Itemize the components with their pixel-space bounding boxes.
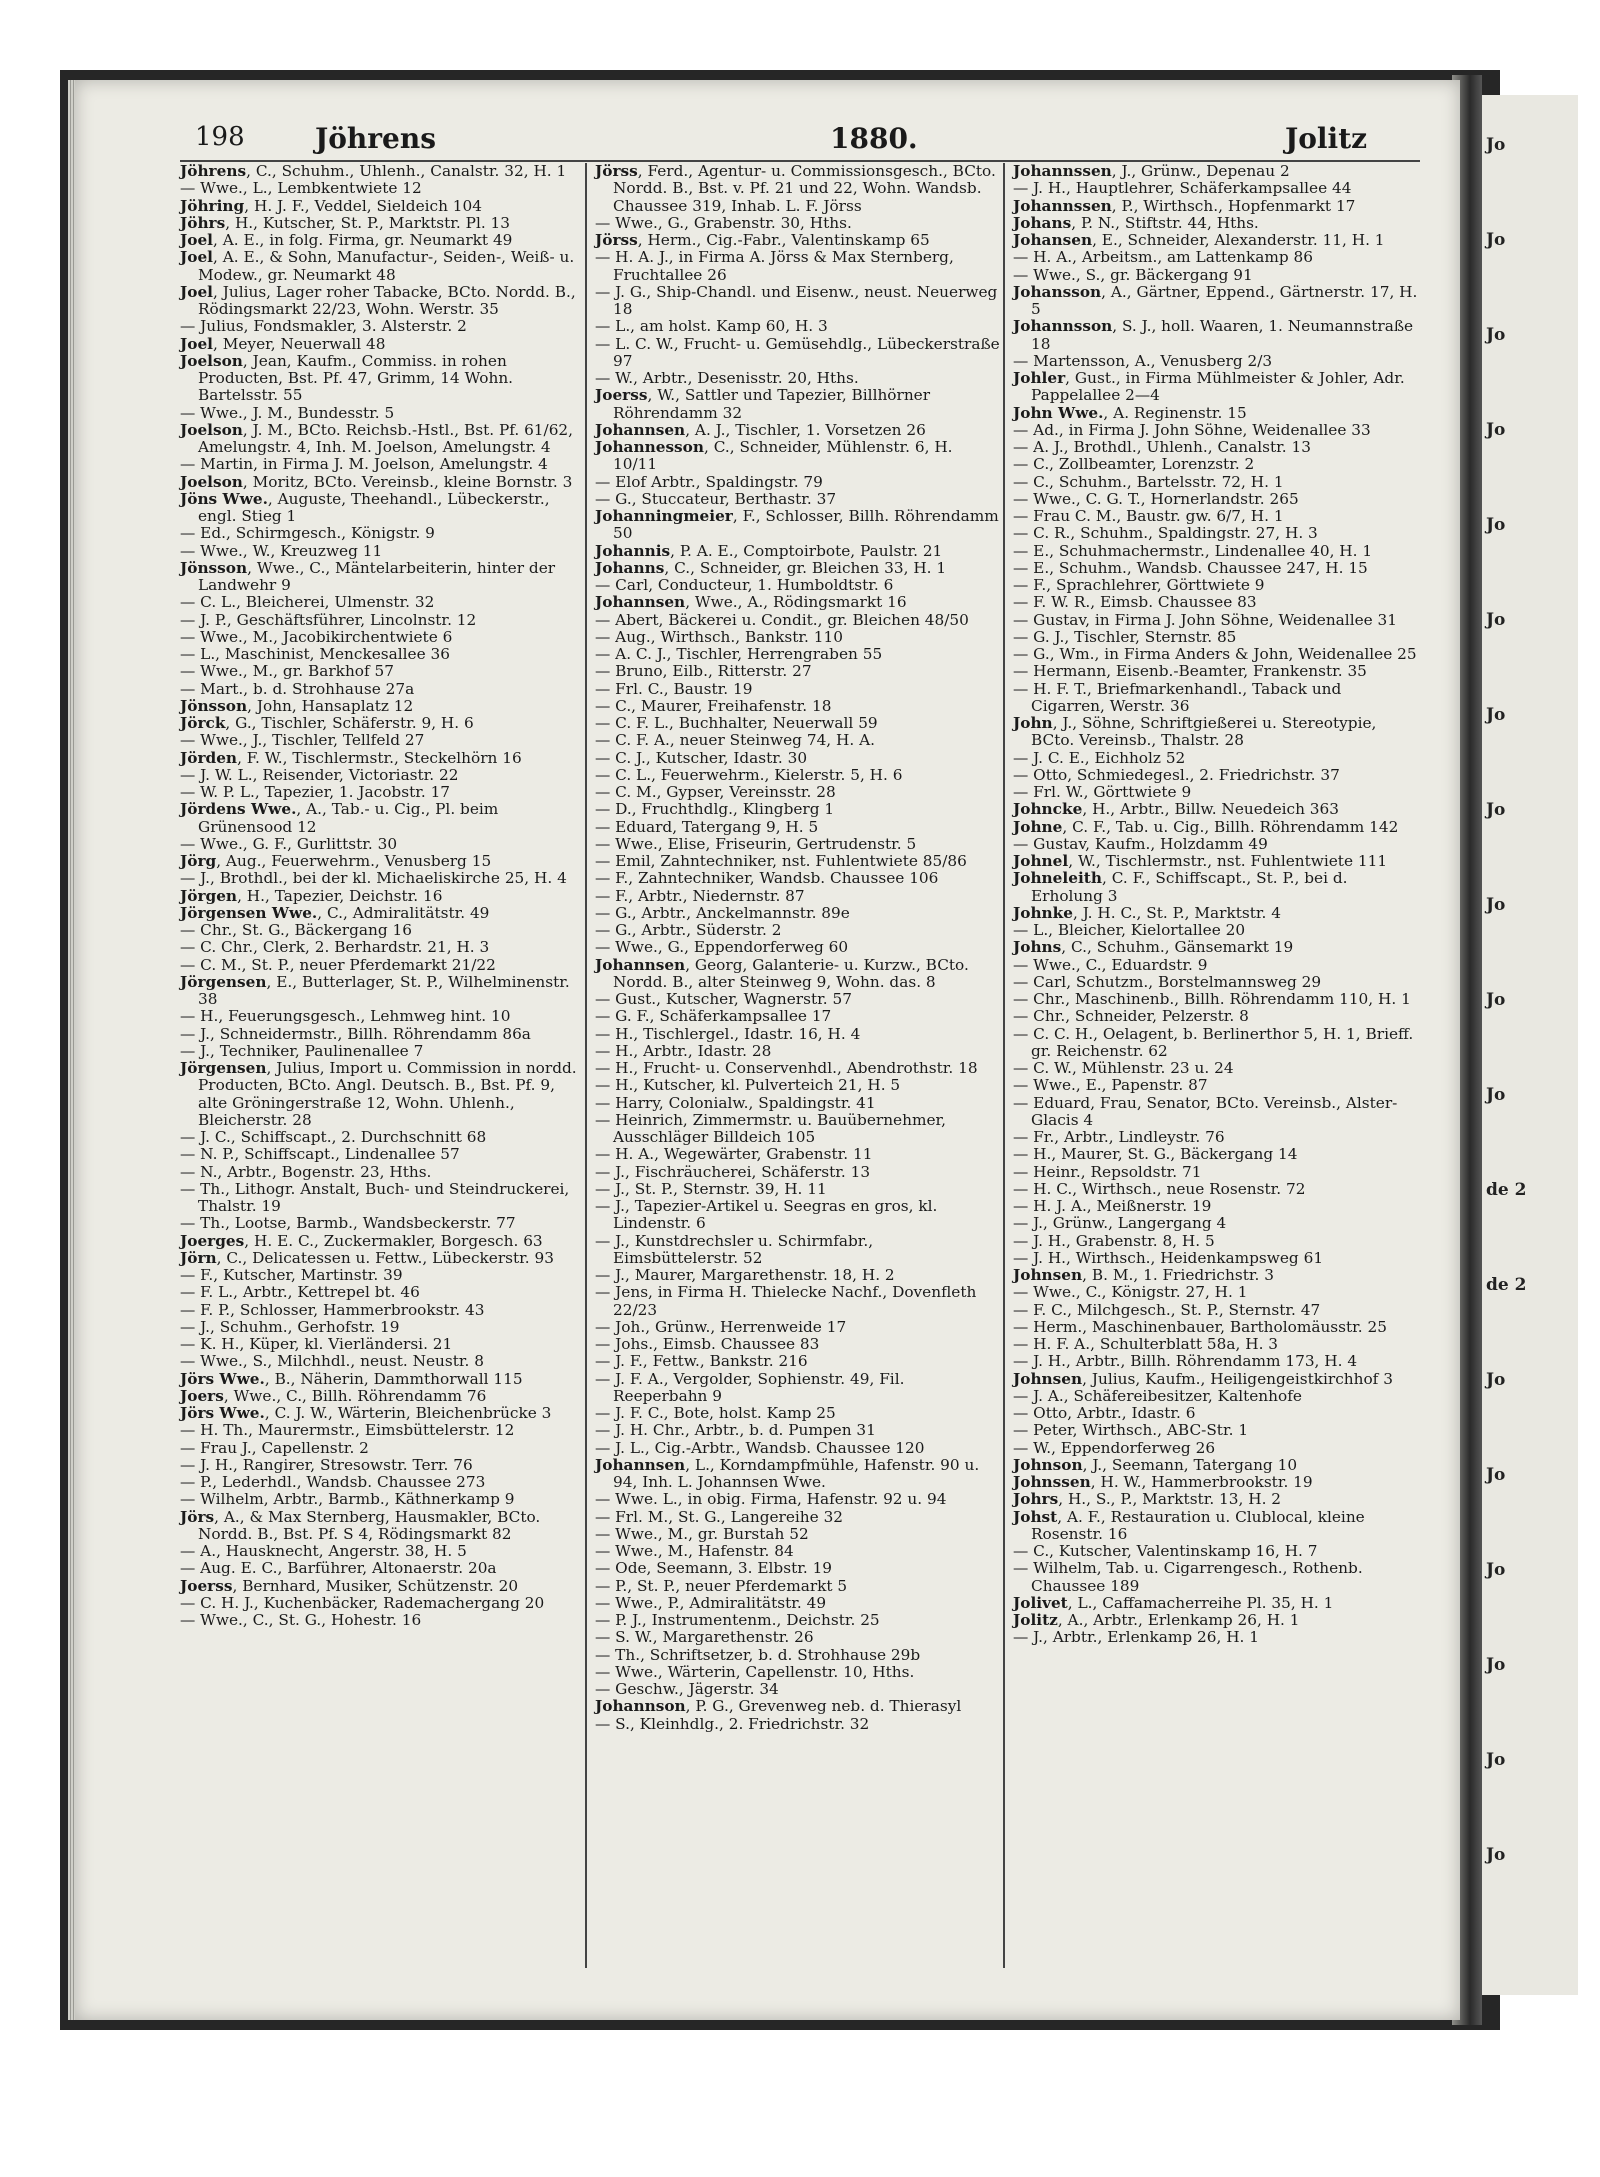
- facing-page-text: Jo: [1486, 800, 1506, 820]
- directory-entry: Johnson, J., Seemann, Tatergang 10: [1013, 1455, 1298, 1474]
- directory-entry: — Heinr., Repsoldstr. 71: [1013, 1162, 1202, 1181]
- directory-entry: — C. L., Bleicherei, Ulmenstr. 32: [180, 593, 435, 612]
- directory-entry: — Fr., Arbtr., Lindleystr. 76: [1013, 1128, 1225, 1146]
- facing-page-text: Jo: [1486, 1465, 1506, 1485]
- directory-entry: — Harry, Colonialw., Spaldingstr. 41: [595, 1093, 876, 1112]
- directory-entry: — L. C. W., Frucht- u. Gemüsehdlg., Lübeckerstraße 97: [595, 334, 1000, 370]
- directory-entry: Johannis, P. A. E., Comptoirbote, Paulstr. 21: [595, 541, 943, 560]
- directory-entry: — Chr., Maschinenb., Billh. Röhrendamm 110, H. 1: [1013, 990, 1411, 1008]
- column-divider: [1003, 163, 1005, 1968]
- directory-entry: Joers, Wwe., C., Billh. Röhrendamm 76: [180, 1386, 487, 1405]
- directory-entry: Johnsen, Julius, Kaufm., Heiligengeistkirchhof 3: [1013, 1369, 1393, 1388]
- directory-entry: Johansen, E., Schneider, Alexanderstr. 11, H. 1: [1013, 231, 1385, 249]
- directory-entry: — Wwe., W., Kreuzweg 11: [180, 541, 383, 560]
- directory-entry: — Gustav, Kaufm., Holzdamm 49: [1013, 834, 1268, 853]
- page-header: [195, 122, 1395, 162]
- directory-entry: — Ode, Seemann, 3. Elbstr. 19: [595, 1559, 833, 1578]
- directory-entry: — H., Frucht- u. Conservenhdl., Abendrothstr. 18: [595, 1059, 978, 1077]
- directory-entry: — Aug., Wirthsch., Bankstr. 110: [595, 627, 843, 646]
- directory-entry: — J. L., Cig.-Arbtr., Wandsb. Chaussee 120: [595, 1438, 925, 1457]
- directory-entry: Joerges, H. E. C., Zuckermakler, Borgesch. 63: [180, 1231, 543, 1250]
- directory-entry: — C. Chr., Clerk, 2. Berhardstr. 21, H. 3: [180, 938, 490, 957]
- directory-entry: — F., Zahntechniker, Wandsb. Chaussee 106: [595, 869, 939, 888]
- directory-entry: — H. A., Wegewärter, Grabenstr. 11: [595, 1145, 873, 1164]
- directory-entry: Johannsen, Wwe., A., Rödingsmarkt 16: [595, 593, 907, 612]
- directory-entry: Jörgen, H., Tapezier, Deichstr. 16: [180, 886, 443, 905]
- directory-entry: — E., Schuhm., Wandsb. Chaussee 247, H. 15: [1013, 558, 1368, 577]
- directory-entry: — Frl. W., Görttwiete 9: [1013, 783, 1192, 801]
- facing-page-text: Jo: [1486, 1845, 1506, 1865]
- directory-entry: — H. F. A., Schulterblatt 58a, H. 3: [1013, 1335, 1279, 1353]
- directory-entry: — G. F., Schäferkampsallee 17: [595, 1007, 832, 1026]
- directory-entry: Jöns Wwe., Auguste, Theehandl., Lübeckerstr., engl. Stieg 1: [180, 489, 550, 525]
- directory-entry: — C. M., St. P., neuer Pferdemarkt 21/22: [180, 955, 496, 974]
- directory-entry: — Wwe., S., Milchhdl., neust. Neustr. 8: [180, 1352, 484, 1371]
- directory-entry: — Wwe., M., Hafenstr. 84: [595, 1542, 794, 1560]
- facing-page-text: Jo: [1486, 420, 1506, 440]
- directory-entry: Jörgensen, E., Butterlager, St. P., Wilhelminenstr. 38: [180, 972, 570, 1008]
- directory-entry: Johansson, A., Gärtner, Eppend., Gärtnerstr. 17, H. 5: [1013, 282, 1418, 318]
- directory-entry: — W. P. L., Tapezier, 1. Jacobstr. 17: [180, 783, 451, 801]
- directory-entry: — Wwe., M., Jacobikirchentwiete 6: [180, 627, 453, 646]
- directory-entry: — C., Schuhm., Bartelsstr. 72, H. 1: [1013, 472, 1284, 491]
- directory-entry: — Otto, Arbtr., Idastr. 6: [1013, 1404, 1196, 1422]
- directory-entry: — C. R., Schuhm., Spaldingstr. 27, H. 3: [1013, 524, 1318, 543]
- directory-entry: John Wwe., A. Reginenstr. 15: [1013, 403, 1247, 422]
- directory-entry: Johncke, H., Arbtr., Billw. Neuedeich 363: [1013, 800, 1339, 819]
- directory-entry: — Frau C. M., Baustr. gw. 6/7, H. 1: [1013, 507, 1284, 525]
- directory-entry: — Mart., b. d. Strohhause 27a: [180, 679, 415, 698]
- directory-entry: John, J., Söhne, Schriftgießerei u. Stereotypie, BCto. Vereinsb., Thalstr. 28: [1013, 714, 1377, 750]
- directory-entry: — C., Maurer, Freihafenstr. 18: [595, 696, 832, 715]
- directory-entry: — J. H., Rangirer, Stresowstr. Terr. 76: [180, 1455, 473, 1474]
- directory-entry: Johnsen, B. M., 1. Friedrichstr. 3: [1013, 1266, 1274, 1284]
- directory-entry: Jolivet, L., Caffamacherreihe Pl. 35, H. 1: [1013, 1593, 1334, 1612]
- directory-entry: Johannssen, J., Grünw., Depenau 2: [1013, 162, 1290, 180]
- directory-entry: — J. H., Wirthsch., Heidenkampsweg 61: [1013, 1248, 1324, 1267]
- directory-entry: — Bruno, Eilb., Ritterstr. 27: [595, 662, 812, 681]
- directory-entry: — J., Schneidermstr., Billh. Röhrendamm 86a: [180, 1024, 531, 1043]
- directory-entry: — C. C. H., Oelagent, b. Berlinerthor 5, H. 1, Brieff. gr. Reichenstr. 62: [1013, 1024, 1414, 1060]
- directory-entry: — J. H., Grabenstr. 8, H. 5: [1013, 1231, 1215, 1250]
- directory-entry: Joel, A. E., & Sohn, Manufactur-, Seiden-, Weiß- u. Modew., gr. Neumarkt 48: [180, 248, 575, 284]
- directory-entry: — Hermann, Eisenb.-Beamter, Frankenstr. 35: [1013, 662, 1367, 681]
- directory-entry: — Wwe., G., Grabenstr. 30, Hths.: [595, 213, 852, 232]
- directory-entry: — J. P., Geschäftsführer, Lincolnstr. 12: [180, 610, 477, 629]
- directory-entry: — G. J., Tischler, Sternstr. 85: [1013, 627, 1237, 646]
- directory-entry: — J. H., Hauptlehrer, Schäferkampsallee 44: [1013, 179, 1352, 198]
- directory-entry: — Julius, Fondsmakler, 3. Alsterstr. 2: [180, 317, 467, 336]
- facing-page-text: Jo: [1486, 1560, 1506, 1580]
- facing-page-fragment: [1478, 95, 1578, 1995]
- directory-entry: — Wwe., Elise, Friseurin, Gertrudenstr. 5: [595, 834, 917, 853]
- directory-entry: — J. F. A., Vergolder, Sophienstr. 49, Fil. Reeperbahn 9: [595, 1369, 905, 1405]
- directory-entry: — Carl, Conducteur, 1. Humboldtstr. 6: [595, 576, 894, 594]
- directory-entry: — P. J., Instrumentenm., Deichstr. 25: [595, 1611, 880, 1629]
- directory-entry: — F. L., Arbtr., Kettrepel bt. 46: [180, 1283, 420, 1302]
- directory-entry: Johannesson, C., Schneider, Mühlenstr. 6, H. 10/11: [595, 438, 953, 474]
- directory-entry: — Th., Lootse, Barmb., Wandsbeckerstr. 77: [180, 1214, 516, 1233]
- directory-entry: — Wwe., S., gr. Bäckergang 91: [1013, 265, 1253, 284]
- directory-entry: — J., Fischräucherei, Schäferstr. 13: [595, 1162, 871, 1181]
- facing-page-text: Jo: [1486, 1085, 1506, 1105]
- directory-entry: — Eduard, Tatergang 9, H. 5: [595, 817, 819, 836]
- directory-entry: Jöhrens, C., Schuhm., Uhlenh., Canalstr. 32, H. 1: [180, 162, 567, 180]
- directory-entry: Johannsson, S. J., holl. Waaren, 1. Neumannstraße 18: [1013, 317, 1414, 353]
- directory-entry: Jönsson, John, Hansaplatz 12: [180, 696, 414, 715]
- directory-entry: — Ed., Schirmgesch., Königstr. 9: [180, 524, 435, 543]
- directory-entry: — F. W. R., Eimsb. Chaussee 83: [1013, 593, 1257, 612]
- directory-entry: Jörs, A., & Max Sternberg, Hausmakler, BCto. Nordd. B., Bst. Pf. S 4, Rödingsmarkt 82: [180, 1507, 541, 1543]
- column-divider: [585, 163, 587, 1968]
- directory-entry: — C., Kutscher, Valentinskamp 16, H. 7: [1013, 1542, 1318, 1560]
- directory-entry: — C. M., Gypser, Vereinsstr. 28: [595, 783, 836, 801]
- directory-entry: — F., Arbtr., Niedernstr. 87: [595, 886, 805, 905]
- directory-entry: — J. H., Arbtr., Billh. Röhrendamm 173, H. 4: [1013, 1352, 1358, 1371]
- directory-entry: — L., am holst. Kamp 60, H. 3: [595, 317, 828, 336]
- directory-entry: Johne, C. F., Tab. u. Cig., Billh. Röhrendamm 142: [1013, 817, 1399, 836]
- directory-entry: — J. C. E., Eichholz 52: [1013, 748, 1186, 767]
- directory-entry: — L., Bleicher, Kielortallee 20: [1013, 921, 1246, 939]
- directory-entry: — Heinrich, Zimmermstr. u. Bauübernehmer, Ausschläger Billdeich 105: [595, 1110, 947, 1146]
- directory-entry: — Wwe., Wärterin, Capellenstr. 10, Hths.: [595, 1662, 915, 1681]
- directory-entry: — S., Kleinhdlg., 2. Friedrichstr. 32: [595, 1714, 870, 1733]
- directory-entry: Jöhring, H. J. F., Veddel, Sieldeich 104: [180, 196, 483, 215]
- directory-entry: — A. J., Brothdl., Uhlenh., Canalstr. 13: [1013, 438, 1311, 456]
- directory-entry: — Wwe., G. F., Gurlittstr. 30: [180, 834, 398, 853]
- directory-entry: — P., St. P., neuer Pferdemarkt 5: [595, 1576, 848, 1595]
- directory-entry: — J., Grünw., Langergang 4: [1013, 1214, 1227, 1233]
- directory-entry: — G., Wm., in Firma Anders & John, Weidenallee 25: [1013, 645, 1417, 663]
- directory-entry: Jolitz, A., Arbtr., Erlenkamp 26, H. 1: [1013, 1611, 1300, 1629]
- directory-entry: — E., Schuhmachermstr., Lindenallee 40, H. 1: [1013, 541, 1373, 560]
- directory-entry: Johanns, C., Schneider, gr. Bleichen 33, H. 1: [595, 558, 947, 577]
- directory-entry: Johns, C., Schuhm., Gänsemarkt 19: [1013, 938, 1294, 957]
- directory-entry: Jörn, C., Delicatessen u. Fettw., Lübeckerstr. 93: [180, 1248, 554, 1267]
- directory-entry: — Wwe., M., gr. Barkhof 57: [180, 662, 395, 681]
- directory-entry: — C., Zollbeamter, Lorenzstr. 2: [1013, 455, 1255, 474]
- directory-entry: Jörg, Aug., Feuerwehrm., Venusberg 15: [180, 852, 492, 870]
- directory-entry: — H., Feuerungsgesch., Lehmweg hint. 10: [180, 1007, 511, 1026]
- directory-entry: Johler, Gust., in Firma Mühlmeister & Johler, Adr. Pappelallee 2—4: [1013, 369, 1405, 405]
- directory-entry: — J., St. P., Sternstr. 39, H. 11: [595, 1179, 827, 1198]
- directory-entry: — Wwe., C., St. G., Hohestr. 16: [180, 1611, 422, 1629]
- directory-entry: Jörgensen Wwe., C., Admiralitätstr. 49: [180, 903, 490, 922]
- directory-entry: — H., Kutscher, kl. Pulverteich 21, H. 5: [595, 1076, 901, 1095]
- directory-column-1: [180, 163, 585, 1629]
- directory-entry: — C. L., Feuerwehrm., Kielerstr. 5, H. 6: [595, 765, 903, 784]
- directory-entry: — H. C., Wirthsch., neue Rosenstr. 72: [1013, 1179, 1306, 1198]
- directory-entry: Joel, Meyer, Neuerwall 48: [180, 334, 386, 353]
- directory-entry: — J. C., Schiffscapt., 2. Durchschnitt 68: [180, 1128, 487, 1146]
- directory-entry: Johannsen, Georg, Galanterie- u. Kurzw., BCto. Nordd. B., alter Steinweg 9, Wohn. das. 8: [595, 955, 969, 991]
- directory-entry: Joelson, Jean, Kaufm., Commiss. in rohen Producten, Bst. Pf. 47, Grimm, 14 Wohn. Bartelsstr. 55: [180, 351, 514, 405]
- directory-entry: — J. A., Schäfereibesitzer, Kaltenhofe: [1013, 1386, 1302, 1405]
- directory-entry: — J. W. L., Reisender, Victoriastr. 22: [180, 765, 459, 784]
- directory-entry: — Emil, Zahntechniker, nst. Fuhlentwiete 85/86: [595, 852, 967, 870]
- directory-entry: — Wwe., C., Königstr. 27, H. 1: [1013, 1283, 1248, 1302]
- directory-entry: — C. J., Kutscher, Idastr. 30: [595, 748, 808, 767]
- page-number: 198: [195, 122, 245, 152]
- directory-entry: Joel, Julius, Lager roher Tabacke, BCto. Nordd. B., Rödingsmarkt 22/23, Wohn. Werstr. 35: [180, 282, 576, 318]
- directory-entry: Jönsson, Wwe., C., Mäntelarbeiterin, hinter der Landwehr 9: [180, 558, 556, 594]
- directory-entry: Johnke, J. H. C., St. P., Marktstr. 4: [1013, 903, 1281, 922]
- directory-entry: Johannsen, L., Korndampfmühle, Hafenstr. 90 u. 94, Inh. L. Johannsen Wwe.: [595, 1455, 980, 1491]
- directory-column-2: [595, 163, 1000, 1733]
- directory-entry: Jörss, Ferd., Agentur- u. Commissionsgesch., BCto. Nordd. B., Bst. v. Pf. 21 und 22, Wohn. Wandsb. Chaussee 319, Inhab. L. F. Jörss: [595, 162, 996, 215]
- directory-entry: — H. F. T., Briefmarkenhandl., Taback und Cigarren, Werstr. 36: [1013, 679, 1342, 715]
- facing-page-text: Jo: [1486, 990, 1506, 1010]
- directory-entry: — F., Kutscher, Martinstr. 39: [180, 1266, 403, 1284]
- directory-entry: — A. C. J., Tischler, Herrengraben 55: [595, 645, 883, 663]
- directory-entry: — Geschw., Jägerstr. 34: [595, 1680, 779, 1698]
- directory-entry: — G., Arbtr., Anckelmannstr. 89e: [595, 903, 850, 922]
- directory-entry: — Frl. M., St. G., Langereihe 32: [595, 1507, 844, 1526]
- directory-entry: Jörden, F. W., Tischlermstr., Steckelhörn 16: [180, 748, 522, 767]
- directory-entry: — L., Maschinist, Menckesallee 36: [180, 645, 450, 663]
- directory-entry: — J. F., Fettw., Bankstr. 216: [595, 1352, 808, 1371]
- directory-entry: — J., Maurer, Margarethenstr. 18, H. 2: [595, 1266, 895, 1284]
- directory-entry: Joel, A. E., in folg. Firma, gr. Neumarkt 49: [180, 231, 513, 249]
- directory-entry: Jörck, G., Tischler, Schäferstr. 9, H. 6: [180, 714, 474, 732]
- directory-entry: Joelson, Moritz, BCto. Vereinsb., kleine Bornstr. 3: [180, 472, 573, 491]
- directory-entry: — Gustav, in Firma J. John Söhne, Weidenallee 31: [1013, 610, 1398, 629]
- directory-entry: — K. H., Küper, kl. Vierländersi. 21: [180, 1335, 453, 1353]
- directory-entry: — H. A. J., in Firma A. Jörss & Max Sternberg, Fruchtallee 26: [595, 248, 954, 284]
- directory-entry: — C. F. A., neuer Steinweg 74, H. A.: [595, 731, 876, 750]
- facing-page-text: Jo: [1486, 895, 1506, 915]
- directory-entry: — Abert, Bäckerei u. Condit., gr. Bleichen 48/50: [595, 610, 969, 629]
- directory-column-3: [1013, 163, 1418, 1647]
- directory-entry: Jörgensen, Julius, Import u. Commission in nordd. Producten, BCto. Angl. Deutsch. B., Bst. Pf. 9, alte Gröningerstraße 12, Wohn. Uhlenh., Bleicherstr. 28: [180, 1059, 577, 1129]
- directory-page: [75, 80, 1460, 2020]
- directory-entry: — Martin, in Firma J. M. Joelson, Amelungstr. 4: [180, 455, 548, 474]
- directory-entry: Jörs Wwe., C. J. W., Wärterin, Bleichenbrücke 3: [180, 1404, 552, 1422]
- directory-entry: Johst, A. F., Restauration u. Clublocal, kleine Rosenstr. 16: [1013, 1507, 1365, 1543]
- facing-page-text: Jo: [1486, 230, 1506, 250]
- directory-entry: — Wwe., J., Tischler, Tellfeld 27: [180, 731, 425, 750]
- directory-entry: — Wwe. L., in obig. Firma, Hafenstr. 92 u. 94: [595, 1490, 947, 1509]
- directory-entry: — Wwe., C., Eduardstr. 9: [1013, 955, 1208, 974]
- directory-entry: — F., Sprachlehrer, Görttwiete 9: [1013, 576, 1265, 594]
- directory-entry: — Wilhelm, Arbtr., Barmb., Käthnerkamp 9: [180, 1490, 515, 1509]
- directory-entry: — F. P., Schlosser, Hammerbrookstr. 43: [180, 1300, 485, 1319]
- directory-entry: — Frau J., Capellenstr. 2: [180, 1438, 369, 1457]
- facing-page-text: Jo: [1486, 610, 1506, 630]
- facing-page-text: Jo: [1486, 705, 1506, 725]
- facing-page-text: Jo: [1486, 135, 1506, 155]
- directory-entry: Jördens Wwe., A., Tab.- u. Cig., Pl. beim Grünensood 12: [180, 800, 499, 836]
- directory-entry: — J., Brothdl., bei der kl. Michaeliskirche 25, H. 4: [180, 869, 567, 888]
- directory-entry: Johannssen, P., Wirthsch., Hopfenmarkt 17: [1013, 196, 1356, 215]
- directory-entry: — Aug. E. C., Barführer, Altonaerstr. 20a: [180, 1559, 497, 1578]
- directory-entry: — Joh., Grünw., Herrenweide 17: [595, 1317, 847, 1336]
- directory-entry: — Carl, Schutzm., Borstelmannsweg 29: [1013, 972, 1322, 991]
- directory-entry: Joerss, W., Sattler und Tapezier, Billhörner Röhrendamm 32: [595, 386, 931, 422]
- facing-page-text: de 2: [1486, 1180, 1527, 1200]
- directory-entry: Johanningmeier, F., Schlosser, Billh. Röhrendamm 50: [595, 507, 999, 543]
- directory-entry: — Ad., in Firma J. John Söhne, Weidenallee 33: [1013, 420, 1371, 439]
- year-heading: 1880.: [830, 122, 918, 155]
- directory-entry: — Gust., Kutscher, Wagnerstr. 57: [595, 990, 852, 1008]
- directory-entry: — H., Tischlergel., Idastr. 16, H. 4: [595, 1024, 861, 1043]
- directory-entry: — N. P., Schiffscapt., Lindenallee 57: [180, 1145, 460, 1164]
- directory-entry: — Wwe., L., Lembkentwiete 12: [180, 179, 422, 198]
- directory-entry: — J., Arbtr., Erlenkamp 26, H. 1: [1013, 1628, 1260, 1647]
- facing-page-text: Jo: [1486, 1370, 1506, 1390]
- facing-page-text: Jo: [1486, 1655, 1506, 1675]
- directory-entry: Johans, P. N., Stiftstr. 44, Hths.: [1013, 213, 1259, 232]
- right-guide-word: Jolitz: [1285, 122, 1368, 155]
- directory-entry: Johrs, H., S., P., Marktstr. 13, H. 2: [1013, 1490, 1282, 1509]
- facing-page-text: Jo: [1486, 325, 1506, 345]
- directory-entry: — H., Maurer, St. G., Bäckergang 14: [1013, 1145, 1298, 1164]
- directory-entry: — W., Arbtr., Desenisstr. 20, Hths.: [595, 369, 859, 387]
- directory-entry: — Wwe., P., Admiralitätstr. 49: [595, 1593, 827, 1612]
- directory-entry: — Wwe., J. M., Bundesstr. 5: [180, 403, 395, 422]
- directory-entry: — Wilhelm, Tab. u. Cigarrengesch., Rothenb. Chaussee 189: [1013, 1559, 1363, 1595]
- directory-entry: Johannson, P. G., Grevenweg neb. d. Thierasyl: [595, 1697, 962, 1716]
- directory-entry: — J. F. C., Bote, holst. Kamp 25: [595, 1404, 836, 1422]
- directory-entry: — D., Fruchthdlg., Klingberg 1: [595, 800, 835, 819]
- directory-entry: — Wwe., E., Papenstr. 87: [1013, 1076, 1208, 1095]
- directory-entry: — Otto, Schmiedegesl., 2. Friedrichstr. 37: [1013, 765, 1340, 784]
- directory-entry: — Peter, Wirthsch., ABC-Str. 1: [1013, 1421, 1249, 1440]
- directory-entry: Jöhrs, H., Kutscher, St. P., Marktstr. Pl. 13: [180, 213, 511, 232]
- directory-entry: — Herm., Maschinenbauer, Bartholomäusstr. 25: [1013, 1317, 1387, 1336]
- directory-entry: — H. J. A., Meißnerstr. 19: [1013, 1197, 1212, 1215]
- directory-entry: — Martensson, A., Venusberg 2/3: [1013, 351, 1273, 370]
- directory-entry: — J. G., Ship-Chandl. und Eisenw., neust. Neuerweg 18: [595, 282, 998, 318]
- directory-entry: — A., Hausknecht, Angerstr. 38, H. 5: [180, 1542, 467, 1560]
- directory-entry: — C. W., Mühlenstr. 23 u. 24: [1013, 1059, 1234, 1077]
- directory-entry: — J. H. Chr., Arbtr., b. d. Pumpen 31: [595, 1421, 876, 1440]
- directory-entry: — Wwe., C. G. T., Hornerlandstr. 265: [1013, 489, 1299, 508]
- directory-entry: Johannsen, A. J., Tischler, 1. Vorsetzen 26: [595, 420, 926, 439]
- directory-entry: — S. W., Margarethenstr. 26: [595, 1628, 814, 1647]
- directory-entry: — Chr., St. G., Bäckergang 16: [180, 921, 412, 939]
- directory-entry: — H. Th., Maurermstr., Eimsbüttelerstr. 12: [180, 1421, 515, 1440]
- directory-entry: — Th., Schriftsetzer, b. d. Strohhause 29b: [595, 1645, 921, 1664]
- directory-entry: — Elof Arbtr., Spaldingstr. 79: [595, 472, 823, 491]
- directory-entry: — Eduard, Frau, Senator, BCto. Vereinsb., Alster-Glacis 4: [1013, 1093, 1398, 1129]
- directory-entry: Johnel, W., Tischlermstr., nst. Fuhlentwiete 111: [1013, 852, 1388, 870]
- directory-entry: — J., Kunstdrechsler u. Schirmfabr., Eimsbüttelerstr. 52: [595, 1231, 874, 1267]
- facing-page-text: Jo: [1486, 1750, 1506, 1770]
- facing-page-text: de 2: [1486, 1275, 1527, 1295]
- directory-entry: — Chr., Schneider, Pelzerstr. 8: [1013, 1007, 1249, 1026]
- directory-entry: Jörss, Herm., Cig.-Fabr., Valentinskamp 65: [595, 231, 930, 249]
- directory-entry: — Jens, in Firma H. Thielecke Nachf., Dovenfleth 22/23: [595, 1283, 977, 1319]
- directory-entry: — J., Techniker, Paulinenallee 7: [180, 1041, 424, 1060]
- directory-entry: — H. A., Arbeitsm., am Lattenkamp 86: [1013, 248, 1314, 267]
- directory-entry: — C. F. L., Buchhalter, Neuerwall 59: [595, 714, 878, 732]
- directory-entry: Johnssen, H. W., Hammerbrookstr. 19: [1013, 1473, 1313, 1491]
- directory-entry: Jörs Wwe., B., Näherin, Dammthorwall 115: [180, 1369, 523, 1388]
- directory-entry: — Johs., Eimsb. Chaussee 83: [595, 1335, 820, 1353]
- directory-entry: — Wwe., M., gr. Burstah 52: [595, 1524, 809, 1543]
- directory-entry: — N., Arbtr., Bogenstr. 23, Hths.: [180, 1162, 432, 1181]
- directory-entry: — F. C., Milchgesch., St. P., Sternstr. 47: [1013, 1300, 1321, 1319]
- directory-entry: — Frl. C., Baustr. 19: [595, 679, 753, 698]
- directory-entry: — W., Eppendorferweg 26: [1013, 1438, 1216, 1457]
- directory-entry: — P., Lederhdl., Wandsb. Chaussee 273: [180, 1473, 486, 1491]
- directory-entry: — G., Arbtr., Süderstr. 2: [595, 921, 782, 939]
- directory-entry: — Wwe., G., Eppendorferweg 60: [595, 938, 849, 957]
- directory-entry: — J., Tapezier-Artikel u. Seegras en gros, kl. Lindenstr. 6: [595, 1197, 938, 1233]
- left-guide-word: Jöhrens: [315, 122, 436, 155]
- directory-entry: — G., Stuccateur, Berthastr. 37: [595, 489, 837, 508]
- directory-entry: Joerss, Bernhard, Musiker, Schützenstr. 20: [180, 1576, 519, 1595]
- directory-entry: Joelson, J. M., BCto. Reichsb.-Hstl., Bst. Pf. 61/62, Amelungstr. 4, Inh. M. Joelson, Amelungstr. 4: [180, 420, 574, 456]
- directory-entry: — C. H. J., Kuchenbäcker, Rademachergang 20: [180, 1593, 545, 1612]
- directory-entry: Johneleith, C. F., Schiffscapt., St. P., bei d. Erholung 3: [1013, 869, 1348, 905]
- directory-entry: — H., Arbtr., Idastr. 28: [595, 1041, 772, 1060]
- facing-page-text: Jo: [1486, 515, 1506, 535]
- directory-entry: — Th., Lithogr. Anstalt, Buch- und Steindruckerei, Thalstr. 19: [180, 1179, 570, 1215]
- directory-entry: — J., Schuhm., Gerhofstr. 19: [180, 1317, 400, 1336]
